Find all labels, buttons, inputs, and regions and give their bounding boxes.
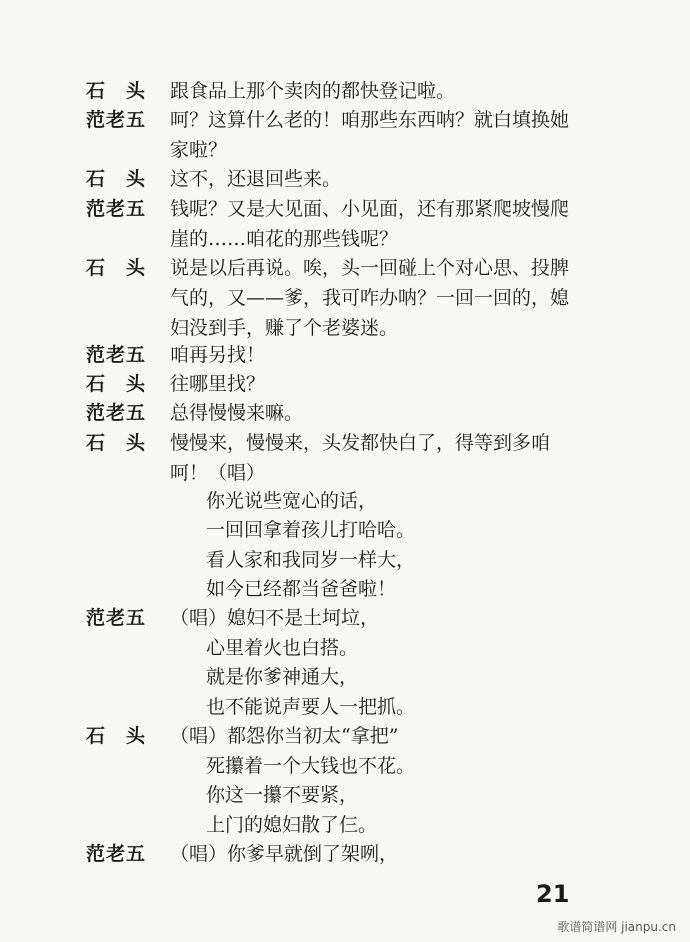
site-watermark: 歌谱简谱网 jianpu.cn — [557, 920, 676, 934]
speaker-name: 范老五 — [86, 402, 147, 424]
verse-line: 也不能说声要人一把抓。 — [206, 696, 416, 718]
dialogue-line: 妇没到手，赚了个老婆迷。 — [170, 317, 399, 339]
dialogue-line: 呵！（唱） — [170, 462, 266, 484]
sung-first-line: （唱）媳妇不是土坷垃， — [170, 607, 380, 629]
dialogue-line: 总得慢慢来嘛。 — [170, 402, 304, 424]
verse-line: 心里着火也白搭。 — [206, 637, 359, 659]
sung-first-line: （唱）都怨你当初太“拿把” — [170, 725, 399, 747]
speaker-name: 范老五 — [86, 198, 147, 220]
speaker-name: 石 头 — [86, 168, 147, 190]
speaker-name: 石 头 — [86, 373, 147, 395]
verse-line: 一回回拿着孩儿打哈哈。 — [206, 519, 416, 541]
speaker-name: 范老五 — [86, 344, 147, 366]
sung-first-line: （唱）你爹早就倒了架咧， — [170, 843, 399, 865]
verse-line: 上门的媳妇散了仨。 — [206, 814, 378, 836]
dialogue-line: 气的，又——爹，我可咋办呐？一回一回的，媳 — [170, 287, 570, 309]
speaker-name: 范老五 — [86, 843, 147, 865]
verse-line: 你这一攥不要紧， — [206, 784, 359, 806]
dialogue-line: 钱呢？又是大见面、小见面，还有那紧爬坡慢爬 — [170, 198, 570, 220]
dialogue-line: 崖的……咱花的那些钱呢？ — [170, 228, 399, 250]
dialogue-line: 慢慢来，慢慢来，头发都快白了，得等到多咱 — [170, 432, 551, 454]
verse-line: 如今已经都当爸爸啦！ — [206, 578, 397, 600]
page-number: 21 — [536, 880, 570, 908]
speaker-name: 范老五 — [86, 109, 147, 131]
speaker-name: 范老五 — [86, 607, 147, 629]
speaker-name: 石 头 — [86, 257, 147, 279]
speaker-name: 石 头 — [86, 432, 147, 454]
verse-line: 就是你爹神通大， — [206, 666, 359, 688]
dialogue-line: 呵？这算什么老的！咱那些东西呐？就白填换她 — [170, 109, 570, 131]
dialogue-line: 这不，还退回些来。 — [170, 168, 342, 190]
dialogue-line: 咱再另找！ — [170, 344, 266, 366]
dialogue-line: 家啦？ — [170, 139, 228, 161]
speaker-name: 石 头 — [86, 80, 147, 102]
speaker-name: 石 头 — [86, 725, 147, 747]
dialogue-line: 往哪里找？ — [170, 373, 266, 395]
dialogue-line: 说是以后再说。唉，头一回碰上个对心思、投脾 — [170, 257, 570, 279]
verse-line: 看人家和我同岁一样大， — [206, 549, 416, 571]
dialogue-line: 跟食品上那个卖肉的都快登记啦。 — [170, 80, 456, 102]
verse-line: 你光说些宽心的话， — [206, 490, 378, 512]
verse-line: 死攥着一个大钱也不花。 — [206, 755, 416, 777]
